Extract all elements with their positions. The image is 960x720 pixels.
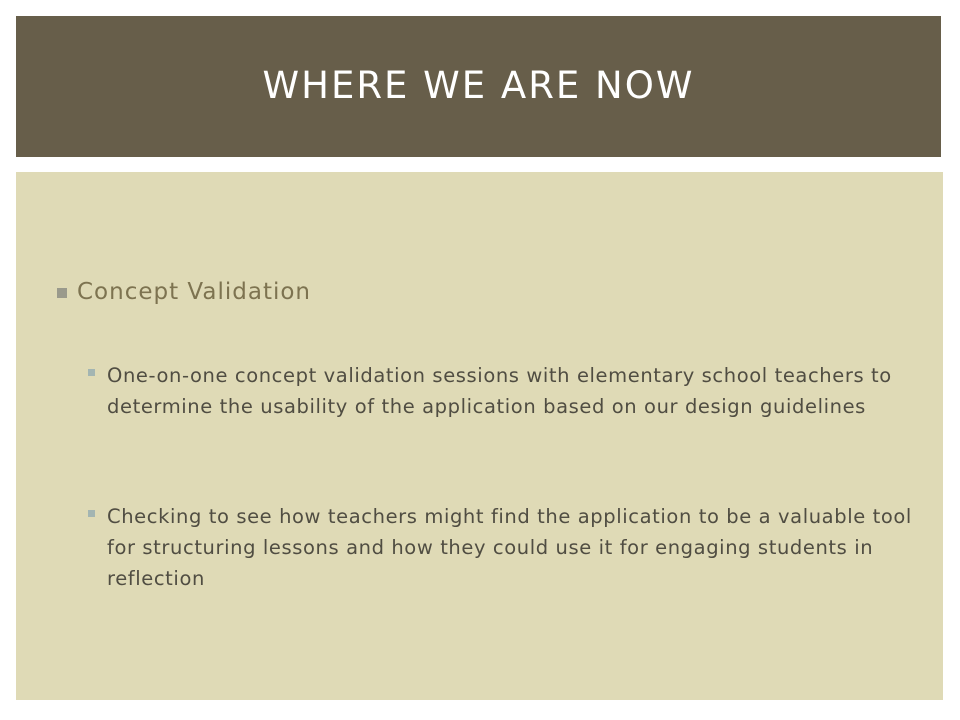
sub-bullet-validation-sessions bbox=[88, 360, 918, 422]
bullet-label: Concept Validation bbox=[77, 279, 312, 305]
square-bullet-icon bbox=[57, 288, 67, 298]
content-panel bbox=[16, 172, 943, 700]
sub-bullet-teacher-value bbox=[88, 501, 918, 594]
title-bar bbox=[16, 16, 941, 157]
slide-title: WHERE WE ARE NOW bbox=[262, 64, 695, 107]
sub-bullet-text: Checking to see how teachers might find the application to be a valuable tool for structuring lessons and how they could use it for engaging students in reflection bbox=[107, 505, 912, 590]
sub-bullet-text: One-on-one concept validation sessions with elementary school teachers to determine the usability of the application based on our design guidelines bbox=[107, 364, 892, 418]
bullet-concept-validation bbox=[57, 279, 311, 305]
small-square-bullet-icon bbox=[88, 510, 95, 517]
small-square-bullet-icon bbox=[88, 369, 95, 376]
